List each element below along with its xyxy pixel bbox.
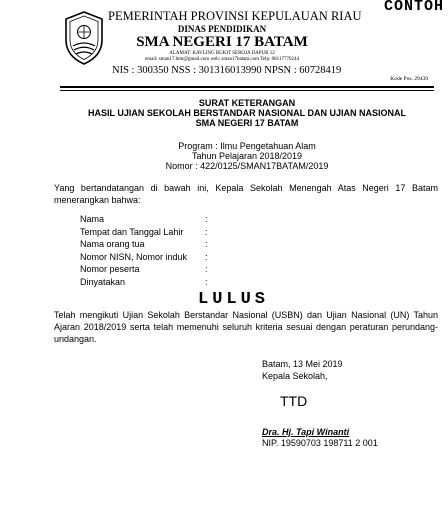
field-row-name [80,214,280,227]
letterhead-divider-thin [60,90,434,91]
letterhead-contact: email: sman17.btm@gmail.com web: sman17batam.com Telp: 08117770244 [145,57,299,62]
letterhead-government: PEMERINTAH PROVINSI KEPULAUAN RIAU [108,9,362,23]
sample-watermark: CONTOH [383,0,444,15]
field-label: Nama [80,214,105,224]
field-label: Nama orang tua [80,239,145,249]
document-title: SURAT KETERANGAN [198,98,296,108]
field-label: Dinyatakan [80,276,126,287]
field-colon: : [205,251,208,262]
field-colon: : [205,239,208,249]
signer-nip: NIP. 19590703 198711 2 001 [262,438,378,448]
field-row-status [80,277,280,290]
field-colon: : [205,226,208,237]
letterhead-divider-thick [60,86,434,88]
field-row-parent [80,239,280,252]
letterhead-department: DINAS PENDIDIKAN [177,24,267,34]
letterhead-identifiers: NIS : 300350 NSS : 301316013990 NPSN : 60728419 [112,65,342,76]
letterhead-address: ALAMAT: KAVLING BUKIT SEROJA DAPUR 12 [169,51,275,56]
field-row-birth [80,227,280,240]
document-subtitle: HASIL UJIAN SEKOLAH BERSTANDAR NASIONAL DAN UJIAN NASIONAL [87,108,407,118]
field-row-participant [80,264,280,277]
program-name: Program : Ilmu Pengetahuan Alam [178,141,316,151]
field-label: Tempat dan Tanggal Lahir [80,226,184,237]
field-colon: : [205,264,208,274]
document-subtitle-school: SMA NEGERI 17 BATAM [195,118,299,128]
field-label: Nomor NISN, Nomor induk [80,251,188,262]
field-colon: : [205,276,208,287]
document-number: Nomor : 422/0125/SMAN17BATAM/2019 [165,161,329,171]
result-stamp: LULUS [198,290,270,309]
signature-placeholder: TTD [280,393,308,409]
student-fields [80,214,280,289]
intro-paragraph: Yang bertandatangan di bawah ini, Kepala Sekolah Menengah Atas Negeri 17 Batam menerangkan bahwa: [54,183,438,205]
field-colon: : [205,214,208,224]
signer-role: Kepala Sekolah, [262,370,328,381]
province-emblem-logo [62,10,106,66]
signature-block [262,359,343,382]
signer-name: Dra. Hj. Tapi Winanti [262,427,350,437]
field-label: Nomor peserta [80,264,140,274]
place-date: Batam, 13 Mei 2019 [262,359,343,369]
field-row-nisn [80,252,280,265]
postal-code: Kode Pos. 29439 [390,76,428,82]
body-paragraph: Telah mengikuti Ujian Sekolah Berstandar Nasional (USBN) dan Ujian Nasional (UN) Tahun Ajaran 2018/2019 serta telah memenuhi seluruh kriteria sesuai dengan peraturan perundang-undangan. [54,310,438,344]
letterhead-school-name: SMA NEGERI 17 BATAM [136,34,308,50]
academic-year: Tahun Pelajaran 2018/2019 [191,151,303,161]
